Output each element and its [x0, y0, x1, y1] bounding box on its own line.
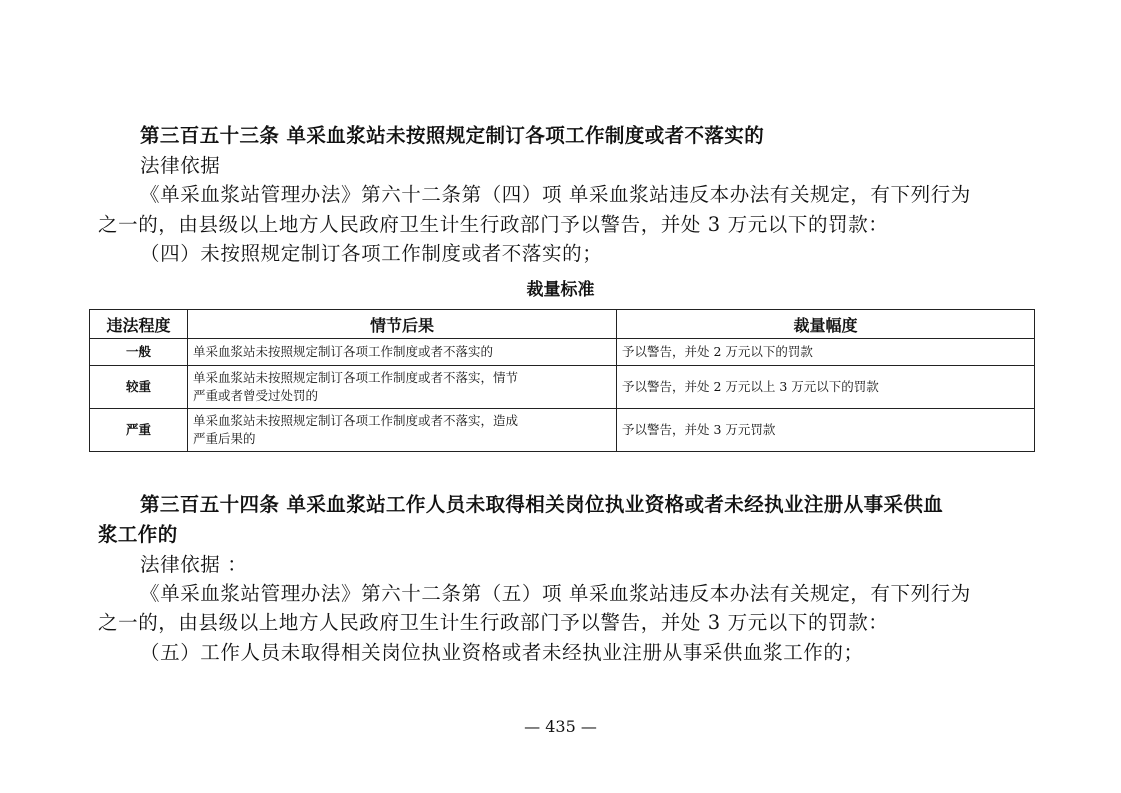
table-row: [90, 409, 1035, 452]
table-row: [90, 339, 1035, 366]
circumstance-line: 单采血浆站未按照规定制订各项工作制度或者不落实，情节: [193, 370, 519, 385]
article-354-basis-label: 法律依据 ：: [140, 553, 248, 576]
circumstance-line: 严重或者曾受过处罚的: [193, 388, 319, 403]
penalty-cell: 予以警告，并处 3 万元罚款: [617, 409, 1035, 452]
circumstance-cell: [188, 409, 617, 452]
page-number: — 435 —: [524, 717, 597, 736]
circumstance-line: 严重后果的: [193, 431, 256, 446]
discretion-table: [89, 309, 1035, 452]
header-level: 违法程度: [90, 310, 188, 339]
penalty-cell: 予以警告，并处 2 万元以上 3 万元以下的罚款: [617, 366, 1035, 409]
article-354-title-line-1: 第三百五十四条 单采血浆站工作人员未取得相关岗位执业资格或者未经执业注册从事采供血: [140, 493, 944, 516]
circumstance-line: 单采血浆站未按照规定制订各项工作制度或者不落实的: [193, 344, 494, 359]
article-353-basis-line-2: 之一的，由县级以上地方人民政府卫生计生行政部门予以警告，并处 3 万元以下的罚款：: [98, 213, 889, 236]
article-353-title: 第三百五十三条 单采血浆站未按照规定制订各项工作制度或者不落实的: [140, 124, 765, 147]
article-354-item: （五）工作人员未取得相关岗位执业资格或者未经执业注册从事采供血浆工作的；: [140, 641, 864, 664]
circumstance-cell: [188, 339, 617, 366]
article-353-basis-line-1: 《单采血浆站管理办法》第六十二条第（四）项 单采血浆站违反本办法有关规定，有下列行为: [140, 183, 971, 206]
circumstance-cell: [188, 366, 617, 409]
article-354-title-line-2: 浆工作的: [98, 523, 178, 546]
article-353-basis-label: 法律依据: [140, 154, 221, 177]
header-circumstances: 情节后果: [188, 310, 617, 339]
table-header-row: [90, 310, 1035, 339]
table-row: [90, 366, 1035, 409]
level-cell: 一般: [90, 339, 188, 366]
level-cell: 较重: [90, 366, 188, 409]
article-353-item: （四）未按照规定制订各项工作制度或者不落实的；: [140, 242, 603, 265]
article-354-basis-line-2: 之一的，由县级以上地方人民政府卫生计生行政部门予以警告，并处 3 万元以下的罚款：: [98, 611, 889, 634]
circumstance-line: 单采血浆站未按照规定制订各项工作制度或者不落实，造成: [193, 413, 519, 428]
level-cell: 严重: [90, 409, 188, 452]
table-title: 裁量标准: [526, 280, 595, 300]
article-354-basis-line-1: 《单采血浆站管理办法》第六十二条第（五）项 单采血浆站违反本办法有关规定，有下列行为: [140, 582, 971, 605]
header-penalty-range: 裁量幅度: [617, 310, 1035, 339]
penalty-cell: 予以警告，并处 2 万元以下的罚款: [617, 339, 1035, 366]
